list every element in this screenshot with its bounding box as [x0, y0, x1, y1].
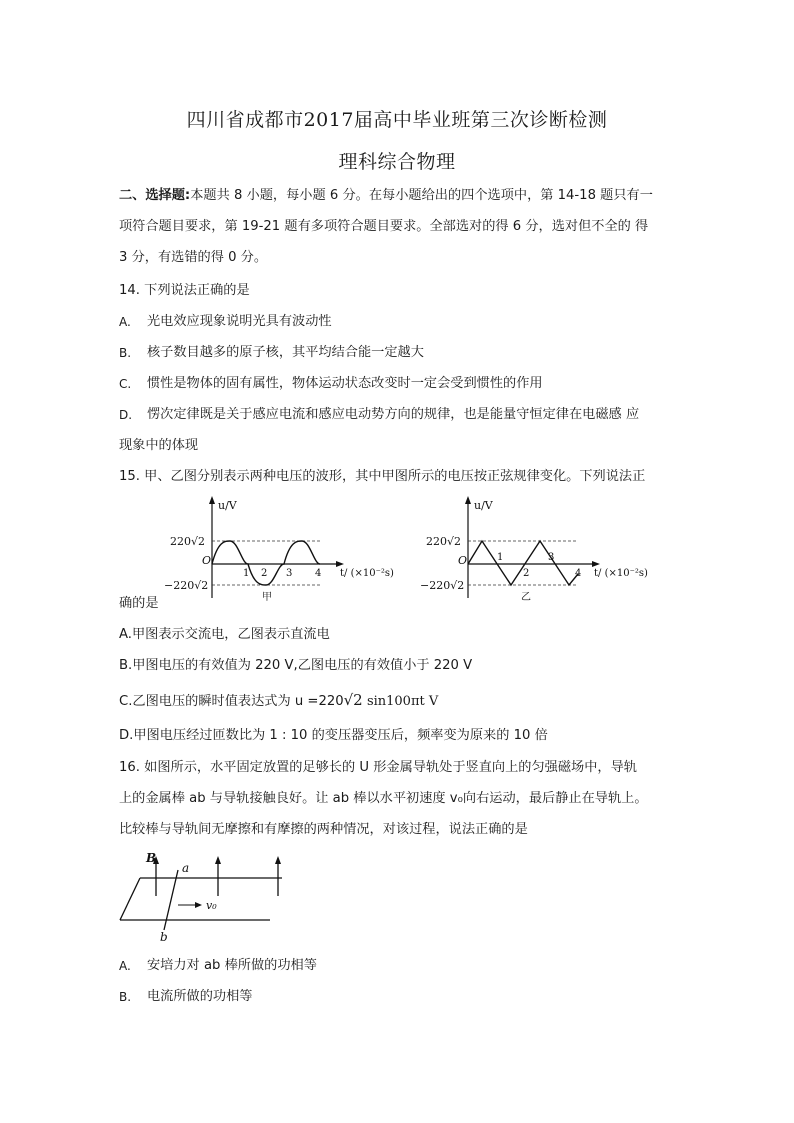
label-a: a — [182, 861, 190, 875]
graph-yi-origin: O — [458, 554, 468, 567]
graph-jia-y-pos: 220√2 — [170, 535, 206, 548]
exam-subtitle: 理科综合物理 — [338, 151, 456, 173]
graph-yi-tick-3: 3 — [548, 552, 555, 563]
rod-ab — [164, 870, 178, 930]
q16-option-b-label: B. — [119, 990, 132, 1004]
graph-jia-y-arrow — [209, 496, 215, 504]
label-b: b — [160, 930, 168, 944]
graph-jia-y-neg: −220√2 — [164, 579, 209, 592]
q14-stem: 14. 下列说法正确的是 — [119, 283, 250, 298]
q14-option-c-label: C. — [119, 377, 132, 391]
q14-option-d: 愣次定律既是关于感应电流和感应电动势方向的规律，也是能量守恒定律在电磁感 应 — [147, 407, 640, 422]
q15-option-a: A.甲图表示交流电，乙图表示直流电 — [119, 627, 330, 642]
graph-yi-caption: 乙 — [521, 592, 531, 603]
q15-option-b: B.甲图电压的有效值为 220 V,乙图电压的有效值小于 220 V — [119, 658, 473, 673]
graph-jia-tick-3: 3 — [286, 568, 293, 579]
rail-left-end — [120, 878, 140, 920]
section-heading: 二、选择题: — [119, 188, 191, 203]
velocity-arrowhead — [195, 902, 202, 908]
graph-jia-tick-2: 2 — [261, 568, 268, 579]
q14-option-a: 光电效应现象说明光具有波动性 — [147, 314, 332, 329]
q14-option-c: 惯性是物体的固有属性，物体运动状态改变时一定会受到惯性的作用 — [147, 376, 543, 391]
graph-yi-y-neg: −220√2 — [420, 579, 465, 592]
q15-option-c-sqrt: √2 — [343, 691, 363, 709]
q15-stem-continued: 确的是 — [119, 596, 159, 611]
q14-option-b-label: B. — [119, 346, 132, 360]
graph-jia-origin: O — [202, 554, 212, 567]
field-arrow-2 — [215, 856, 221, 864]
graph-yi-y-arrow — [465, 496, 471, 504]
graph-yi — [418, 494, 658, 606]
graph-jia-y-label: u/V — [218, 499, 237, 512]
section-intro-text: 本题共 8 小题，每小题 6 分。在每小题给出的四个选项中，第 14-18 题只有一 — [190, 188, 653, 203]
q14-option-d-continued: 现象中的体现 — [119, 438, 199, 453]
label-B: B — [146, 851, 157, 865]
q15-option-d: D.甲图电压经过匝数比为 1 : 10 的变压器变压后，频率变为原来的 10 倍 — [119, 728, 548, 743]
q15-option-c-expr: sin100πt V — [366, 694, 439, 709]
q15-option-c — [119, 692, 679, 710]
q16-option-a-label: A. — [119, 959, 131, 973]
section-intro-line-3: 3 分，有选错的得 0 分。 — [119, 250, 268, 265]
q15-stem: 15. 甲、乙图分别表示两种电压的波形，其中甲图所示的电压按正弦规律变化。下列说法正 — [119, 469, 646, 484]
q14-option-b: 核子数目越多的原子核，其平均结合能一定越大 — [147, 345, 424, 360]
graph-jia-x-arrow — [336, 561, 344, 567]
exam-title: 四川省成都市2017届高中毕业班第三次诊断检测 — [186, 109, 608, 131]
q14-option-d-label: D. — [119, 408, 133, 422]
graph-yi-tick-2: 2 — [523, 568, 530, 579]
q14-option-a-label: A. — [119, 315, 131, 329]
section-intro-line-2: 项符合题目要求，第 19-21 题有多项符合题目要求。全部选对的得 6 分，选对但不全的 得 — [119, 219, 649, 234]
q16-stem-line-3: 比较棒与导轨间无摩擦和有摩擦的两种情况，对该过程，说法正确的是 — [119, 822, 528, 837]
graph-yi-y-pos: 220√2 — [426, 535, 462, 548]
graph-yi-x-label: t/ (×10⁻²s) — [594, 568, 648, 579]
label-v0: v₀ — [206, 899, 217, 912]
section-intro-line-1 — [119, 188, 679, 204]
graph-jia-x-label: t/ (×10⁻²s) — [340, 568, 394, 579]
q16-option-a: 安培力对 ab 棒所做的功相等 — [147, 958, 317, 973]
field-arrow-3 — [275, 856, 281, 864]
graph-jia — [160, 494, 400, 606]
graph-jia-tick-4: 4 — [315, 568, 322, 579]
graph-yi-tick-4: 4 — [575, 568, 582, 579]
q16-option-b: 电流所做的功相等 — [147, 989, 253, 1004]
graph-yi-tick-1: 1 — [497, 552, 504, 563]
q16-rail-figure — [112, 846, 292, 944]
graph-jia-tick-1: 1 — [243, 568, 250, 579]
q16-stem-line-1: 16. 如图所示，水平固定放置的足够长的 U 形金属导轨处于竖直向上的匀强磁场中，导轨 — [119, 760, 637, 775]
q15-option-c-prefix: C.乙图电压的瞬时值表达式为 u =220 — [119, 694, 344, 709]
graph-yi-x-arrow — [592, 561, 600, 567]
q16-stem-line-2: 上的金属棒 ab 与导轨接触良好。让 ab 棒以水平初速度 v₀向右运动，最后静止在导轨上。 — [119, 791, 648, 806]
graph-jia-caption: 甲 — [262, 592, 272, 603]
graph-yi-y-label: u/V — [474, 499, 493, 512]
